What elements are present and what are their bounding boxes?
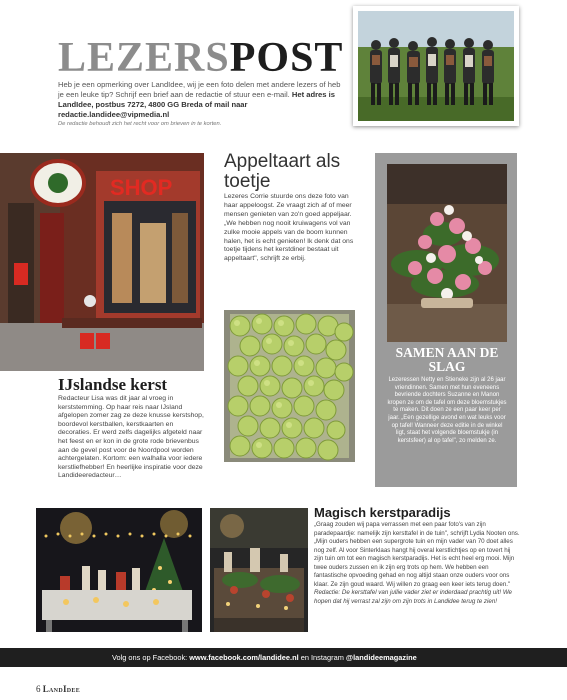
apple-harvest-image	[224, 310, 355, 462]
magisch-kerstparadijs-text: „Graag zouden wij papa verrassen met een paar foto's van zijn paradepaardje: namelijk zijn kersttafel in de tuin", schrijft Lydia Nooten ons. „Mijn ouders hebben een supergrote tuin en mijn vader van 70 doet alles nog zelf. Al voor Sinterklaas hangt hij overal kerstlichtjes op en tovert hij zijn tuin om tot een magisch kerstparadijs. Het is echt heel erg mooi. Mijn twee ouders zussen en ik zijn erg trots op hem. We hebben een fantastische opvoeding gehad en nog altijd staan onze ouders voor ons klaar. Ze zijn goud waard. Wij willen zo graag een keer iets terug doen."	[314, 521, 520, 588]
intro-line: Heb je een opmerking over LandIdee, wij je een foto delen met andere lezers of heb je een leuke tip? Schrijf een brief aan de redactie of stuur een e-mail.	[58, 80, 341, 99]
magisch-kerstparadijs-title: Magisch kerstparadijs	[314, 505, 451, 520]
flower-arrangement-photo	[387, 164, 507, 342]
appeltaart-body: Lezeres Corrie stuurde ons deze foto van haar appeloogst. Ze vraagt zich af of meer mensen genieten van zo'n goed appeljaar. „We hebben nog nooit kruiwagens vol van zulke mooie appels van de boom kunnen halen, het is echt genieten! Ik denk dat ons toetje tijdens het kerstdiner bestaat uit appeltaart", schrijft ze erbij.	[224, 193, 354, 263]
christmas-shop-photo	[0, 153, 204, 371]
editor-note: Redactie: De kersttafel van jullie vader ziet er inderdaad prachtig uit! We hopen dat hij verrast zal zijn om zijn trots in Landidee terug te zien!	[314, 589, 512, 605]
samen-aan-de-slag-title: SAMEN AAN DE SLAG	[395, 345, 499, 374]
social-media-bar	[0, 648, 567, 667]
ijslandse-kerst-body: Redacteur Lisa was dit jaar al vroeg in kerststemming. Op haar reis naar IJsland afgelopen zomer zag ze deze knusse kerstshop, boordevol kerstballen, kerstkaarten en decoraties. Er werd zelfs dagelijks afgeteld naar het feest en er kon in de grote rode brievenbus aan de gevel post voor de Noordpool worden achtergelaten. Kortom: een walhalla voor iedere kerstliefhebber! En heerlijke inspiratie voor deze Landideeredacteur…	[58, 395, 204, 480]
apple-harvest-photo	[224, 310, 355, 462]
social-lead: Volg ons op Facebook:	[112, 653, 188, 662]
address-line: Het adres is LandIdee, postbus 7272, 4800 GG Breda of mail naar redactie.landidee@vipmedia.nl	[58, 90, 335, 119]
christmas-garden-photo	[36, 508, 202, 632]
appeltaart-title: Appeltaart als toetje	[224, 151, 341, 192]
social-mid: en Instagram	[300, 653, 344, 662]
page-title-part1: LEZERS	[58, 35, 230, 81]
page-footer	[36, 684, 80, 694]
group-photo-image	[358, 11, 514, 121]
page-number: 6	[36, 684, 41, 694]
ijslandse-kerst-title: IJslandse kerst	[58, 375, 168, 394]
magazine-name: LandIdee	[42, 684, 80, 694]
flower-arrangement-image	[387, 164, 507, 342]
intro-text	[58, 80, 348, 120]
page-title	[58, 36, 343, 80]
magisch-kerstparadijs-body	[314, 521, 520, 606]
christmas-shop-image	[0, 153, 204, 371]
shop-sign: SHOP	[110, 175, 173, 200]
social-media-line	[112, 648, 417, 667]
christmas-table-image	[210, 508, 308, 632]
christmas-garden-image	[36, 508, 202, 632]
facebook-link[interactable]: www.facebook.com/landidee.nl	[189, 653, 299, 662]
page-title-part2: POST	[229, 35, 344, 81]
instagram-link[interactable]: @landideemagazine	[345, 653, 417, 662]
samen-aan-de-slag-body: Lezeressen Netty en Stieneke zijn al 26 jaar vriendinnen. Samen met hun eveneens bevriende dochters Suzanne en Manon kropen ze om de tafel om deze bloemstukjes te maken. Dit doen ze een paar keer per jaar. „Een gezellige avond en wat leuks voor op tafel! Wanneer deze editie in de winkel ligt, staat het volgende bloemstukje (in kerstsfeer) al op tafel", zo melden ze.	[387, 377, 507, 444]
disclaimer: De redactie behoudt zich het recht voor om brieven in te korten.	[58, 121, 222, 127]
group-photo	[353, 6, 519, 126]
christmas-table-photo	[210, 508, 308, 632]
